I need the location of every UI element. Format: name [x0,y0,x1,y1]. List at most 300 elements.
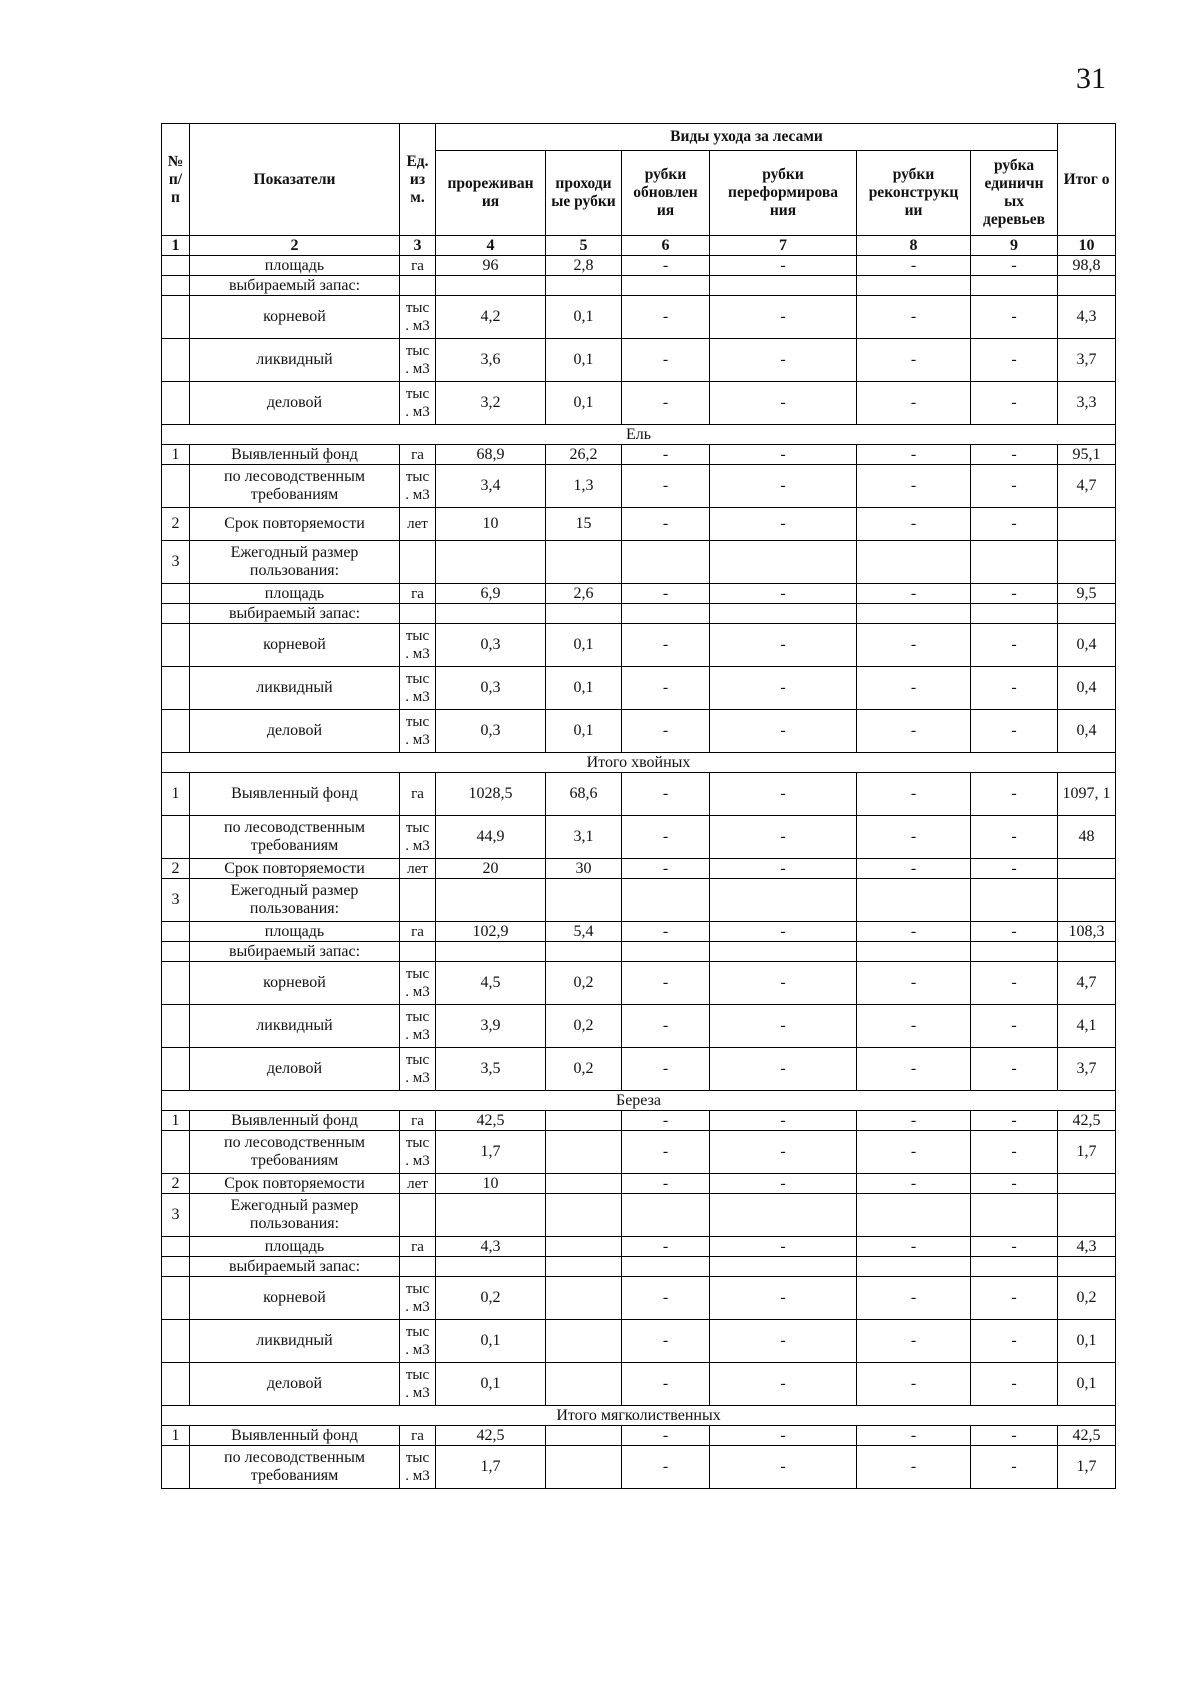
value-reformation: - [710,773,857,816]
value-single-trees: - [971,624,1058,667]
value-single-trees: - [971,922,1058,942]
value-single-trees: - [971,1174,1058,1194]
value-reformation [710,942,857,962]
value-reformation: - [710,508,857,541]
value-thinning: 6,9 [436,584,546,604]
indicator: деловой [190,710,400,753]
value-passage [546,541,622,584]
value-renewal: - [622,382,710,425]
value-single-trees: - [971,816,1058,859]
value-thinning: 3,4 [436,465,546,508]
value-reformation: - [710,339,857,382]
value-passage: 68,6 [546,773,622,816]
value-reconstruction [857,942,971,962]
value-single-trees: - [971,339,1058,382]
unit: тыс . м3 [400,1446,436,1489]
value-single-trees: - [971,667,1058,710]
unit [400,541,436,584]
row-number [162,604,190,624]
table-row [162,859,1116,879]
table-row [162,667,1116,710]
section-row [162,753,1116,773]
value-total: 4,1 [1058,1005,1116,1048]
unit: га [400,1237,436,1257]
unit [400,1257,436,1277]
value-single-trees: - [971,1048,1058,1091]
value-passage [546,276,622,296]
table-row [162,382,1116,425]
value-renewal: - [622,859,710,879]
value-reformation [710,1257,857,1277]
section-title: Ель [162,425,1116,445]
unit: тыс . м3 [400,465,436,508]
value-total: 95,1 [1058,445,1116,465]
value-renewal [622,276,710,296]
value-total: 1097, 1 [1058,773,1116,816]
value-single-trees: - [971,256,1058,276]
value-renewal: - [622,624,710,667]
value-thinning: 0,1 [436,1363,546,1406]
value-reconstruction: - [857,1237,971,1257]
value-single-trees: - [971,445,1058,465]
value-reconstruction [857,541,971,584]
value-thinning: 4,2 [436,296,546,339]
value-reformation: - [710,710,857,753]
value-reconstruction: - [857,296,971,339]
header-indicator: Показатели [190,124,400,236]
value-reconstruction: - [857,922,971,942]
value-reformation [710,541,857,584]
indicator: корневой [190,962,400,1005]
value-thinning: 68,9 [436,445,546,465]
row-number [162,922,190,942]
value-thinning: 4,3 [436,1237,546,1257]
row-number [162,1446,190,1489]
value-renewal [622,1194,710,1237]
column-number: 10 [1058,236,1116,256]
value-single-trees: - [971,1277,1058,1320]
table-header [162,124,1116,256]
value-single-trees: - [971,1320,1058,1363]
column-number: 5 [546,236,622,256]
value-passage [546,942,622,962]
value-renewal: - [622,773,710,816]
value-renewal: - [622,962,710,1005]
indicator: деловой [190,1363,400,1406]
value-renewal: - [622,1111,710,1131]
value-passage [546,1363,622,1406]
value-total: 0,4 [1058,710,1116,753]
value-reconstruction [857,604,971,624]
indicator: Ежегодный размер пользования: [190,1194,400,1237]
table-row [162,465,1116,508]
value-thinning: 1,7 [436,1446,546,1489]
unit [400,276,436,296]
indicator: ликвидный [190,1320,400,1363]
row-number [162,382,190,425]
unit: тыс . м3 [400,667,436,710]
value-reformation: - [710,465,857,508]
value-renewal: - [622,296,710,339]
row-number [162,1237,190,1257]
value-passage [546,604,622,624]
value-thinning: 42,5 [436,1426,546,1446]
value-total [1058,879,1116,922]
value-passage [546,1194,622,1237]
value-single-trees [971,604,1058,624]
section-title: Итого мягколиственных [162,1406,1116,1426]
value-reformation: - [710,1426,857,1446]
value-passage [546,1257,622,1277]
value-reconstruction: - [857,382,971,425]
table-row [162,1277,1116,1320]
value-renewal: - [622,1048,710,1091]
table-row [162,541,1116,584]
table-row [162,816,1116,859]
indicator: Срок повторяемости [190,859,400,879]
table-row [162,879,1116,922]
value-passage: 15 [546,508,622,541]
unit: тыс . м3 [400,1131,436,1174]
value-renewal: - [622,1363,710,1406]
value-total [1058,1194,1116,1237]
header-group: Виды ухода за лесами [436,124,1058,151]
value-thinning: 0,3 [436,710,546,753]
indicator: Ежегодный размер пользования: [190,879,400,922]
row-number [162,339,190,382]
value-single-trees: - [971,1111,1058,1131]
value-reformation: - [710,667,857,710]
value-single-trees: - [971,859,1058,879]
value-reformation: - [710,584,857,604]
value-total: 4,7 [1058,962,1116,1005]
value-passage: 0,1 [546,624,622,667]
row-number [162,962,190,1005]
table-row [162,1363,1116,1406]
row-number [162,1048,190,1091]
value-thinning [436,1257,546,1277]
value-passage [546,1426,622,1446]
table-row [162,1257,1116,1277]
indicator: деловой [190,382,400,425]
value-total: 3,7 [1058,339,1116,382]
unit: тыс . м3 [400,1048,436,1091]
value-thinning: 3,6 [436,339,546,382]
indicator: корневой [190,296,400,339]
value-single-trees: - [971,296,1058,339]
row-number [162,296,190,339]
value-renewal: - [622,710,710,753]
page-number: 31 [1076,62,1106,95]
value-total: 0,4 [1058,667,1116,710]
column-number: 2 [190,236,400,256]
indicator: Выявленный фонд [190,773,400,816]
indicator: Срок повторяемости [190,508,400,541]
header-type: проходи ые рубки [546,151,622,236]
unit [400,1194,436,1237]
value-thinning: 3,9 [436,1005,546,1048]
table-row [162,1237,1116,1257]
value-total [1058,276,1116,296]
value-renewal: - [622,339,710,382]
unit [400,604,436,624]
value-passage: 0,1 [546,667,622,710]
unit: лет [400,859,436,879]
value-single-trees: - [971,508,1058,541]
column-number: 1 [162,236,190,256]
unit: га [400,1426,436,1446]
value-total: 0,4 [1058,624,1116,667]
value-thinning: 0,3 [436,624,546,667]
value-reformation: - [710,1131,857,1174]
value-thinning: 3,2 [436,382,546,425]
value-reconstruction: - [857,1005,971,1048]
unit: тыс . м3 [400,382,436,425]
value-renewal: - [622,1446,710,1489]
value-total: 48 [1058,816,1116,859]
table-row [162,1048,1116,1091]
value-reformation: - [710,624,857,667]
value-reformation: - [710,922,857,942]
row-number [162,276,190,296]
table-row [162,296,1116,339]
value-thinning: 42,5 [436,1111,546,1131]
value-reconstruction: - [857,773,971,816]
value-passage: 2,6 [546,584,622,604]
row-number: 3 [162,879,190,922]
indicator: площадь [190,1237,400,1257]
value-single-trees: - [971,1005,1058,1048]
indicator: Выявленный фонд [190,445,400,465]
row-number [162,1320,190,1363]
value-reformation: - [710,256,857,276]
value-total: 4,3 [1058,1237,1116,1257]
value-passage: 0,1 [546,296,622,339]
value-reformation [710,1194,857,1237]
value-passage: 30 [546,859,622,879]
table-row [162,624,1116,667]
indicator: ликвидный [190,1005,400,1048]
value-thinning: 1,7 [436,1131,546,1174]
value-renewal: - [622,256,710,276]
indicator: по лесоводственным требованиям [190,816,400,859]
value-single-trees: - [971,1426,1058,1446]
value-reconstruction: - [857,508,971,541]
indicator: выбираемый запас: [190,276,400,296]
value-reconstruction: - [857,1131,971,1174]
value-passage: 0,2 [546,962,622,1005]
value-thinning: 102,9 [436,922,546,942]
row-number [162,1277,190,1320]
value-thinning [436,942,546,962]
value-passage [546,1174,622,1194]
value-reconstruction [857,1257,971,1277]
value-reformation: - [710,816,857,859]
value-reformation: - [710,1111,857,1131]
table-row [162,1005,1116,1048]
value-passage: 5,4 [546,922,622,942]
indicator: корневой [190,624,400,667]
indicator: по лесоводственным требованиям [190,1446,400,1489]
table-row [162,276,1116,296]
table-row [162,942,1116,962]
value-reconstruction: - [857,1426,971,1446]
value-reconstruction: - [857,1174,971,1194]
value-renewal: - [622,667,710,710]
value-single-trees [971,879,1058,922]
header-type: прореживан ия [436,151,546,236]
value-renewal: - [622,1005,710,1048]
value-single-trees [971,1194,1058,1237]
row-number: 1 [162,445,190,465]
value-renewal: - [622,1320,710,1363]
indicator: выбираемый запас: [190,942,400,962]
table-row [162,584,1116,604]
value-single-trees: - [971,773,1058,816]
table-row [162,445,1116,465]
value-reconstruction: - [857,962,971,1005]
value-passage: 0,2 [546,1005,622,1048]
value-passage: 2,8 [546,256,622,276]
indicator: площадь [190,584,400,604]
value-total [1058,1174,1116,1194]
value-reconstruction: - [857,339,971,382]
value-reconstruction: - [857,816,971,859]
value-reformation [710,604,857,624]
forest-care-table [161,123,1116,1489]
value-single-trees: - [971,382,1058,425]
value-total: 3,7 [1058,1048,1116,1091]
column-number: 4 [436,236,546,256]
table-row [162,604,1116,624]
value-single-trees: - [971,1363,1058,1406]
section-row [162,425,1116,445]
unit: га [400,922,436,942]
value-total: 4,7 [1058,465,1116,508]
header-no: № п/ п [162,124,190,236]
value-reformation: - [710,1446,857,1489]
value-reformation: - [710,296,857,339]
value-single-trees: - [971,1131,1058,1174]
value-total: 3,3 [1058,382,1116,425]
value-single-trees [971,541,1058,584]
value-single-trees: - [971,584,1058,604]
value-reconstruction: - [857,1446,971,1489]
value-total: 0,1 [1058,1320,1116,1363]
header-type: рубки переформирова ния [710,151,857,236]
value-passage [546,879,622,922]
unit: лет [400,508,436,541]
value-passage [546,1320,622,1363]
value-passage [546,1237,622,1257]
table-row [162,962,1116,1005]
indicator: по лесоводственным требованиям [190,1131,400,1174]
value-reformation: - [710,859,857,879]
value-thinning: 1028,5 [436,773,546,816]
indicator: по лесоводственным требованиям [190,465,400,508]
unit: тыс . м3 [400,296,436,339]
value-renewal: - [622,922,710,942]
value-reconstruction [857,276,971,296]
value-reformation: - [710,1320,857,1363]
section-title: Береза [162,1091,1116,1111]
value-total: 0,2 [1058,1277,1116,1320]
value-thinning: 10 [436,508,546,541]
unit: га [400,256,436,276]
value-total [1058,942,1116,962]
section-row [162,1091,1116,1111]
row-number: 3 [162,541,190,584]
row-number: 3 [162,1194,190,1237]
value-single-trees [971,1257,1058,1277]
value-renewal: - [622,445,710,465]
value-reconstruction: - [857,667,971,710]
value-total: 9,5 [1058,584,1116,604]
value-single-trees: - [971,1446,1058,1489]
table-row [162,710,1116,753]
value-reformation: - [710,962,857,1005]
unit: лет [400,1174,436,1194]
value-thinning: 44,9 [436,816,546,859]
value-thinning: 10 [436,1174,546,1194]
indicator: выбираемый запас: [190,1257,400,1277]
unit: тыс . м3 [400,339,436,382]
row-number [162,816,190,859]
value-renewal [622,879,710,922]
indicator: Выявленный фонд [190,1426,400,1446]
value-total: 42,5 [1058,1111,1116,1131]
value-reformation [710,276,857,296]
section-row [162,1406,1116,1426]
value-total [1058,604,1116,624]
indicator: выбираемый запас: [190,604,400,624]
value-thinning: 96 [436,256,546,276]
row-number: 1 [162,1111,190,1131]
value-passage: 0,1 [546,339,622,382]
value-single-trees: - [971,710,1058,753]
value-reconstruction: - [857,624,971,667]
value-reformation [710,879,857,922]
column-number: 6 [622,236,710,256]
value-total: 1,7 [1058,1131,1116,1174]
value-renewal: - [622,1131,710,1174]
value-renewal [622,942,710,962]
value-thinning [436,276,546,296]
unit: тыс . м3 [400,1005,436,1048]
unit: га [400,445,436,465]
value-thinning: 20 [436,859,546,879]
value-passage [546,1277,622,1320]
value-reconstruction: - [857,1277,971,1320]
value-passage: 0,1 [546,710,622,753]
value-single-trees: - [971,962,1058,1005]
header-type: рубки обновлен ия [622,151,710,236]
row-number [162,465,190,508]
unit: тыс . м3 [400,1320,436,1363]
table-body [162,256,1116,1489]
header-type: рубка единичн ых деревьев [971,151,1058,236]
row-number: 1 [162,773,190,816]
value-passage: 26,2 [546,445,622,465]
value-passage: 0,1 [546,382,622,425]
value-reformation: - [710,1237,857,1257]
row-number [162,1363,190,1406]
table-row [162,1111,1116,1131]
row-number [162,710,190,753]
value-renewal: - [622,1426,710,1446]
value-passage: 3,1 [546,816,622,859]
value-renewal: - [622,508,710,541]
